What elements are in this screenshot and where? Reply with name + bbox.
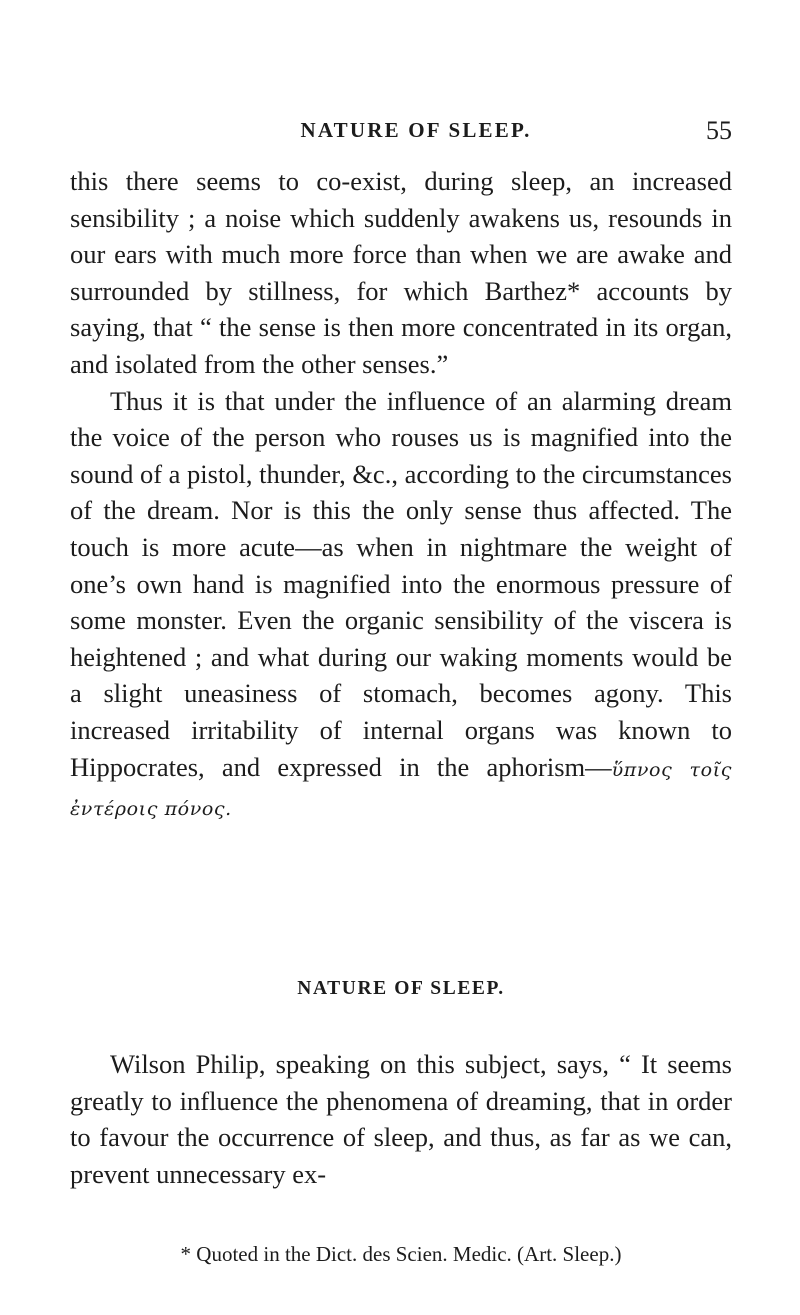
footnote: * Quoted in the Dict. des Scien. Medic. (Art. Sleep.): [180, 1242, 622, 1266]
paragraph: this there seems to co-exist, during sleep, an increased sensibility ; a noise which suddenly awakens us, resounds in our ears with much more force than when we are awake and surrounded by stillness, for which Barthez* accounts by saying, that “ the sense is then more concentrated in its organ, and isolated from the other senses.”: [70, 166, 732, 379]
paragraph: Wilson Philip, speaking on this subject, says, “ It seems greatly to influence the phenomena of dreaming, that in order to favour the occurrence of sleep, and thus, as far as we can, prevent unnecessary ex-: [70, 1049, 732, 1189]
body-text-lower: [70, 1046, 732, 1192]
paragraph-text: Thus it is that under the influence of an alarming dream the voice of the person who rouses us is magnified into the sound of a pistol, thunder, &c., according to the circumstances of the dream. Nor is this the only sense thus affected. The touch is more acute—as when in nightmare the weight of one’s own hand is magnified into the enormous pressure of some monster. Even the organic sensibility of the viscera is heightened ; and what during our waking moments would be a slight uneasiness of stomach, becomes agony. This increased irritability of internal organs was known to Hippocrates, and expressed in the aphorism—: [70, 385, 732, 782]
paragraph: [70, 383, 732, 828]
page-number: 55: [706, 116, 732, 145]
body-text-upper: [70, 163, 732, 828]
running-title: NATURE OF SLEEP.: [300, 118, 532, 142]
section-heading: NATURE OF SLEEP.: [297, 978, 505, 999]
running-head: [70, 118, 732, 146]
greek-aphorism: ὕπνος τοῖς ἐντέροις πόνος.: [70, 758, 732, 821]
